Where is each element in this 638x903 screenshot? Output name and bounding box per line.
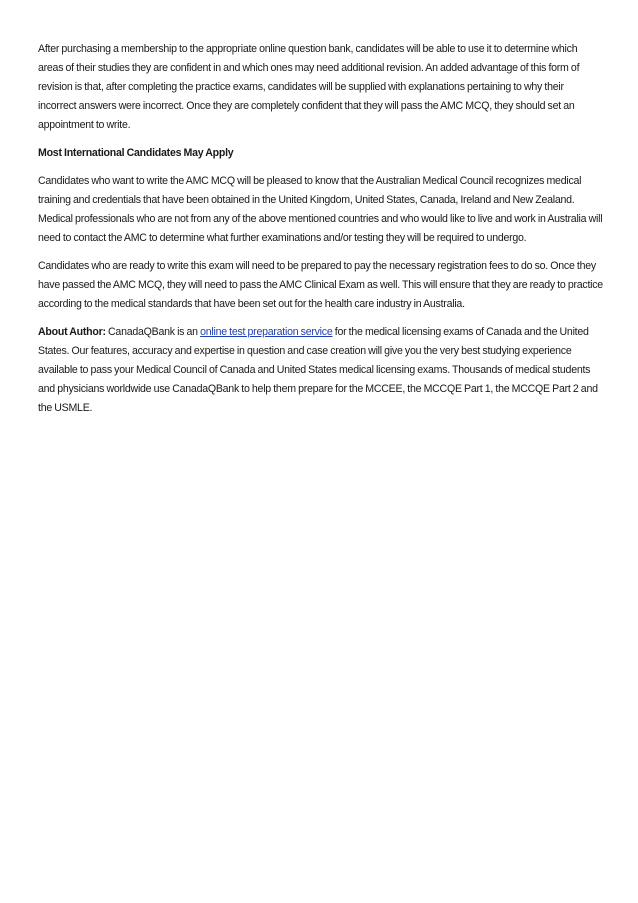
paragraph-registration: Candidates who are ready to write this exam will need to be prepared to pay the necessary registration fees to do so. Once they have passed the AMC MCQ, they will need to pass the AMC Clinical Exam as well. This will ensure that they are ready to practice according to the medical standards that have been set out for the health care industry in Australia.: [38, 260, 603, 310]
author-text-before-link: CanadaQBank is an: [105, 326, 201, 338]
test-preparation-link[interactable]: online test preparation service: [200, 326, 333, 338]
document-body: [38, 40, 604, 427]
paragraph-intro: After purchasing a membership to the appropriate online question bank, candidates will be able to use it to determine which areas of their studies they are confident in and which ones may need additional revision. An added advantage of this form of revision is that, after completing the practice exams, candidates will be supplied with explanations pertaining to why their incorrect answers were incorrect. Once they are completely confident that they will pass the AMC MCQ, they should set an appointment to write.: [38, 43, 580, 131]
author-text-after-link: for the medical licensing exams of Canada and the United States. Our features, accuracy and expertise in question and case creation will give you the very best studying experience available to pass your Medical Council of Canada and United States medical licensing exams. Thousands of medical students and physicians worldwide use CanadaQBank to help them prepare for the MCCEE, the MCCQE Part 1, the MCCQE Part 2 and the USMLE.: [38, 326, 598, 414]
paragraph-recognition: Candidates who want to write the AMC MCQ will be pleased to know that the Australian Medical Council recognizes medical training and credentials that have been obtained in the United Kingdom, United States, Canada, Ireland and New Zealand. Medical professionals who are not from any of the above mentioned countries and who would like to live and work in Australia will need to contact the AMC to determine what further examinations and/or testing they will be required to undergo.: [38, 175, 603, 244]
section-heading: Most International Candidates May Apply: [38, 147, 234, 159]
paragraph-about-author: [38, 323, 604, 418]
about-author-label: About Author:: [38, 326, 106, 338]
